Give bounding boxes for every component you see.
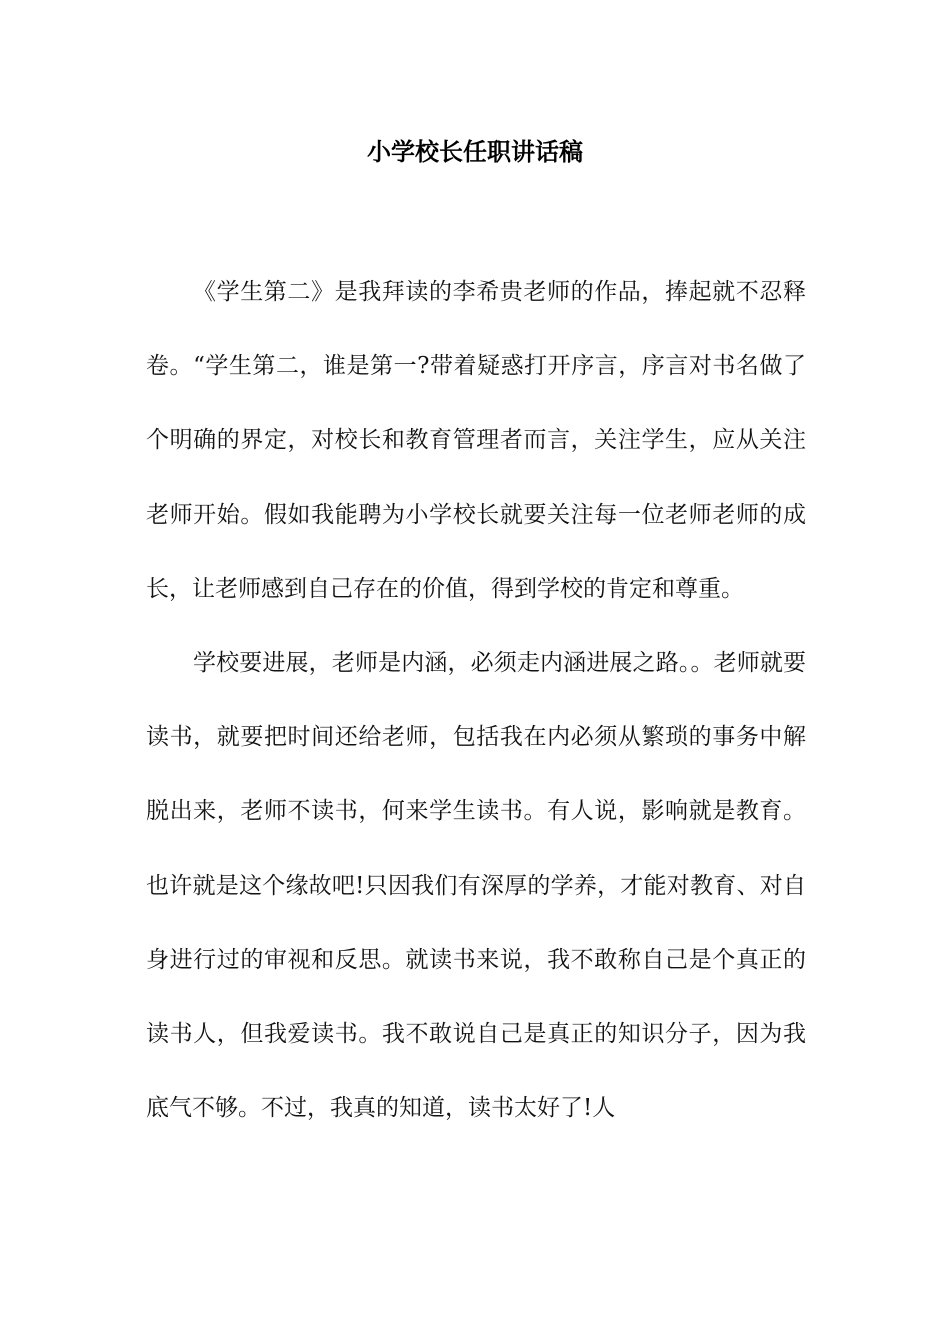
document-body <box>146 255 806 1145</box>
paragraph-1: 《学生第二》是我拜读的李希贵老师的作品，捧起就不忍释卷。“学生第二，谁是第一?带着疑惑打开序言，序言对书名做了个明确的界定，对校长和教育管理者而言，关注学生，应从关注老师开始。假如我能聘为小学校长就要关注每一位老师老师的成长，让老师感到自己存在的价值，得到学校的肯定和尊重。 <box>146 279 806 602</box>
paragraph-2: 学校要进展，老师是内涵，必须走内涵进展之路。。老师就要读书，就要把时间还给老师，包括我在内必须从繁琐的事务中解脱出来，老师不读书，何来学生读书。有人说，影响就是教育。也许就是这个缘故吧!只因我们有深厚的学养，才能对教育、对自身进行过的审视和反思。就读书来说，我不敢称自己是个真正的读书人，但我爱读书。我不敢说自己是真正的知识分子，因为我底气不够。不过，我真的知道，读书太好了!人 <box>146 650 806 1122</box>
document-title: 小学校长任职讲话稿 <box>367 137 583 166</box>
